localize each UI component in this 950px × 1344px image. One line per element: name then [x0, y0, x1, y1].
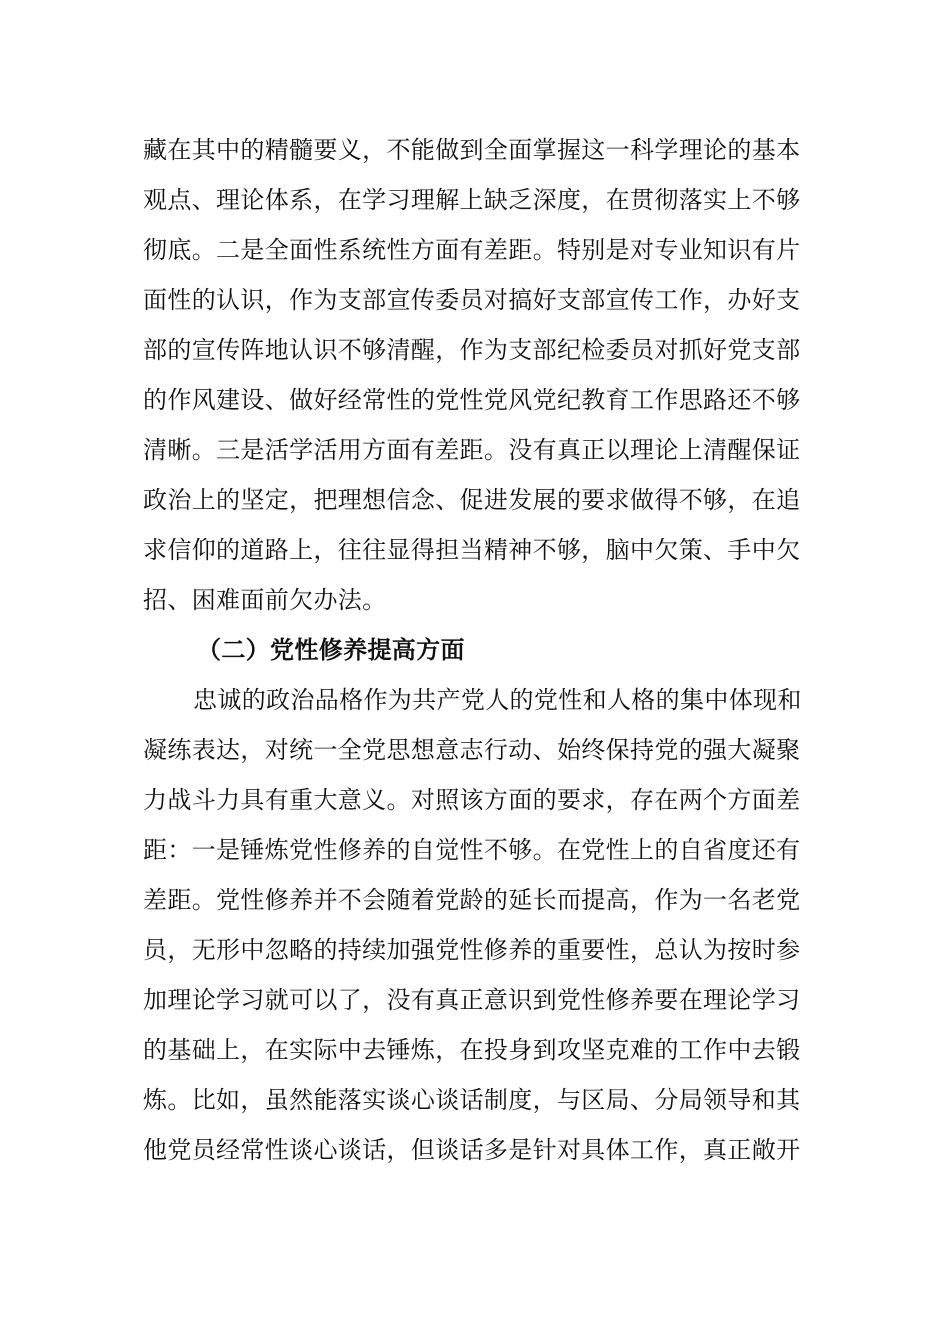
- paragraph-line: 差距。党性修养并不会随着党龄的延长而提高，作为一名老党: [143, 886, 801, 914]
- paragraph-line: 加理论学习就可以了，没有真正意识到党性修养要在理论学习: [143, 986, 801, 1014]
- paragraph-line: 炼。比如，虽然能落实谈心谈话制度，与区局、分局领导和其: [143, 1086, 801, 1114]
- paragraph-line: 藏在其中的精髓要义，不能做到全面掌握这一科学理论的基本: [143, 136, 801, 164]
- paragraph-line: 观点、理论体系，在学习理解上缺乏深度，在贯彻落实上不够: [143, 186, 801, 214]
- paragraph-line: 距：一是锤炼党性修养的自觉性不够。在党性上的自省度还有: [143, 836, 801, 864]
- paragraph-line: 他党员经常性谈心谈话，但谈话多是针对具体工作，真正敞开: [143, 1136, 801, 1164]
- paragraph-line: 求信仰的道路上，往往显得担当精神不够，脑中欠策、手中欠: [143, 536, 801, 564]
- paragraph-line: 忠诚的政治品格作为共产党人的党性和人格的集中体现和: [193, 686, 802, 714]
- paragraph-line: 面性的认识，作为支部宣传委员对搞好支部宣传工作，办好支: [143, 286, 801, 314]
- paragraph-line: 员，无形中忽略的持续加强党性修养的重要性，总认为按时参: [143, 936, 801, 964]
- section-heading: （二）党性修养提高方面: [197, 636, 465, 664]
- paragraph-line: 清晰。三是活学活用方面有差距。没有真正以理论上清醒保证: [143, 436, 801, 464]
- paragraph-line: 彻底。二是全面性系统性方面有差距。特别是对专业知识有片: [143, 236, 801, 264]
- paragraph-line: 的作风建设、做好经常性的党性党风党纪教育工作思路还不够: [143, 386, 801, 414]
- paragraph-line: 的基础上，在实际中去锤炼，在投身到攻坚克难的工作中去锻: [143, 1036, 801, 1064]
- paragraph-line: 力战斗力具有重大意义。对照该方面的要求，存在两个方面差: [143, 786, 801, 814]
- paragraph-line: 部的宣传阵地认识不够清醒，作为支部纪检委员对抓好党支部: [143, 336, 801, 364]
- paragraph-line: 凝练表达，对统一全党思想意志行动、始终保持党的强大凝聚: [143, 736, 801, 764]
- paragraph-line: 招、困难面前欠办法。: [143, 586, 387, 614]
- paragraph-line: 政治上的坚定，把理想信念、促进发展的要求做得不够，在追: [143, 486, 801, 514]
